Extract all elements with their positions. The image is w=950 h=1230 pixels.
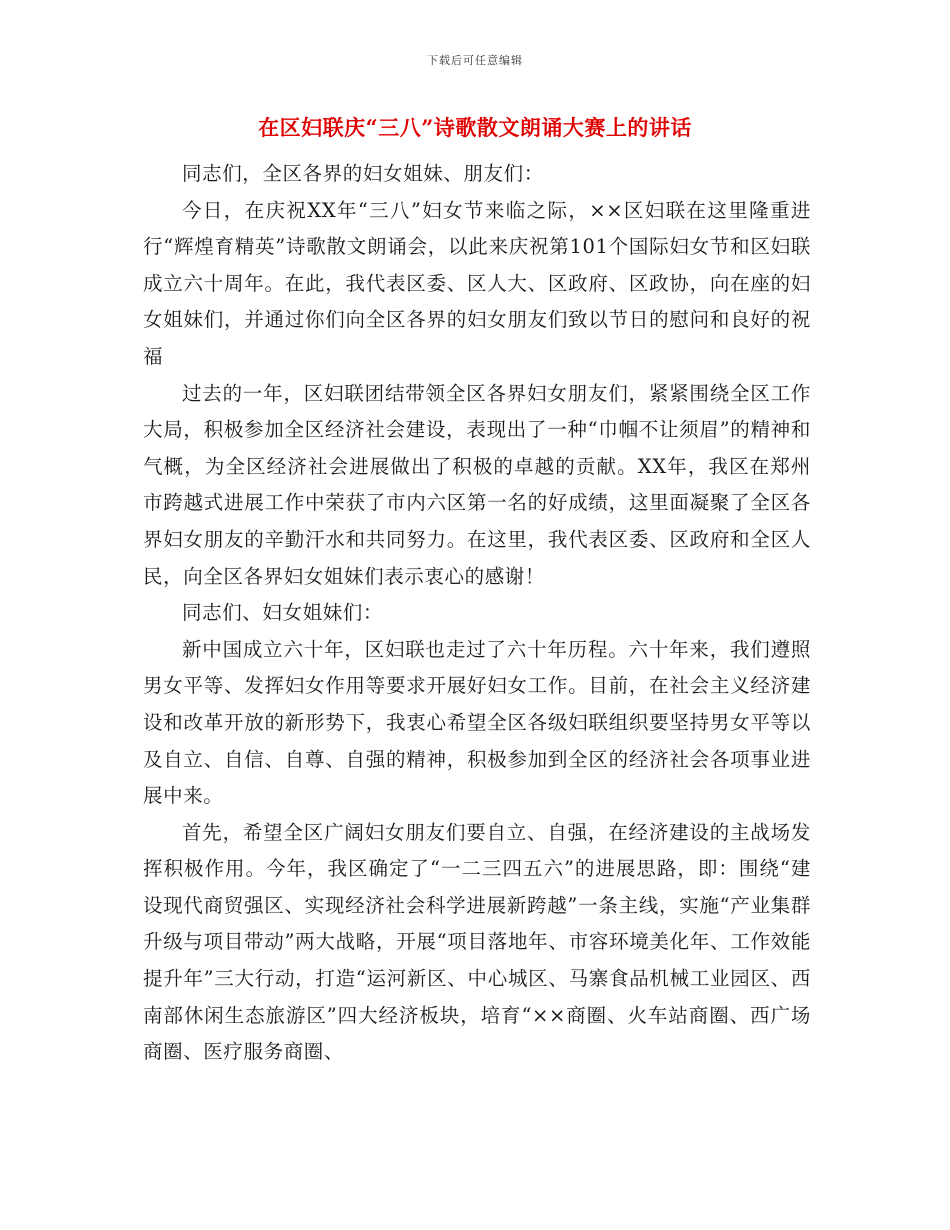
page-header-note: 下载后可任意编辑	[427, 54, 523, 67]
paragraph-first-hope: 首先，希望全区广阔妇女朋友们要自立、自强，在经济建设的主战场发挥积极作用。今年，我区确定了“一二三四五六”的进展思路，即：围绕“建设现代商贸强区、实现经济社会科学进展新跨越”一条主线，实施“产业集群升级与项目带动”两大战略，开展“项目落地年、市容环境美化年、工作效能提升年”三大行动，打造“运河新区、中心城区、马寨食品机械工业园区、西南部休闲生态旅游区”四大经济板块，培育“××商圈、火车站商圈、西广场商圈、医疗服务商圈、	[143, 820, 811, 1064]
paragraph-salutation: 同志们，全区各界的妇女姐妹、朋友们：	[182, 162, 544, 185]
document-body	[143, 156, 811, 1071]
document-title: 在区妇联庆“三八”诗歌散文朗诵大赛上的讲话	[258, 115, 692, 140]
paragraph-opening: 今日，在庆祝XX年“三八”妇女节来临之际，××区妇联在这里隆重进行“辉煌育精英”诗歌散文朗诵会，以此来庆祝第101个国际妇女节和区妇联成立六十周年。在此，我代表区委、区人大、区政府、区政协，向在座的妇女姐妹们，并通过你们向全区各界的妇女朋友们致以节日的慰问和良好的祝福	[143, 198, 811, 368]
paragraph-salutation-2: 同志们、妇女姐妹们：	[182, 601, 384, 625]
paragraph-sixty-years: 新中国成立六十年，区妇联也走过了六十年历程。六十年来，我们遵照男女平等、发挥妇女作用等要求开展好妇女工作。目前，在社会主义经济建设和改革开放的新形势下，我衷心希望全区各级妇联组织要坚持男女平等以及自立、自信、自尊、自强的精神，积极参加到全区的经济社会各项事业进展中来。	[143, 637, 811, 808]
paragraph-past-year: 过去的一年，区妇联团结带领全区各界妇女朋友们，紧紧围绕全区工作大局，积极参加全区经济社会建设，表现出了一种“巾帼不让须眉”的精神和气概，为全区经济社会进展做出了积极的卓越的贡献。XX年，我区在郑州市跨越式进展工作中荣获了市内六区第一名的好成绩，这里面凝聚了全区各界妇女朋友的辛勤汗水和共同努力。在这里，我代表区委、区政府和全区人民，向全区各界妇女姐妹们表示衷心的感谢！	[143, 381, 811, 588]
